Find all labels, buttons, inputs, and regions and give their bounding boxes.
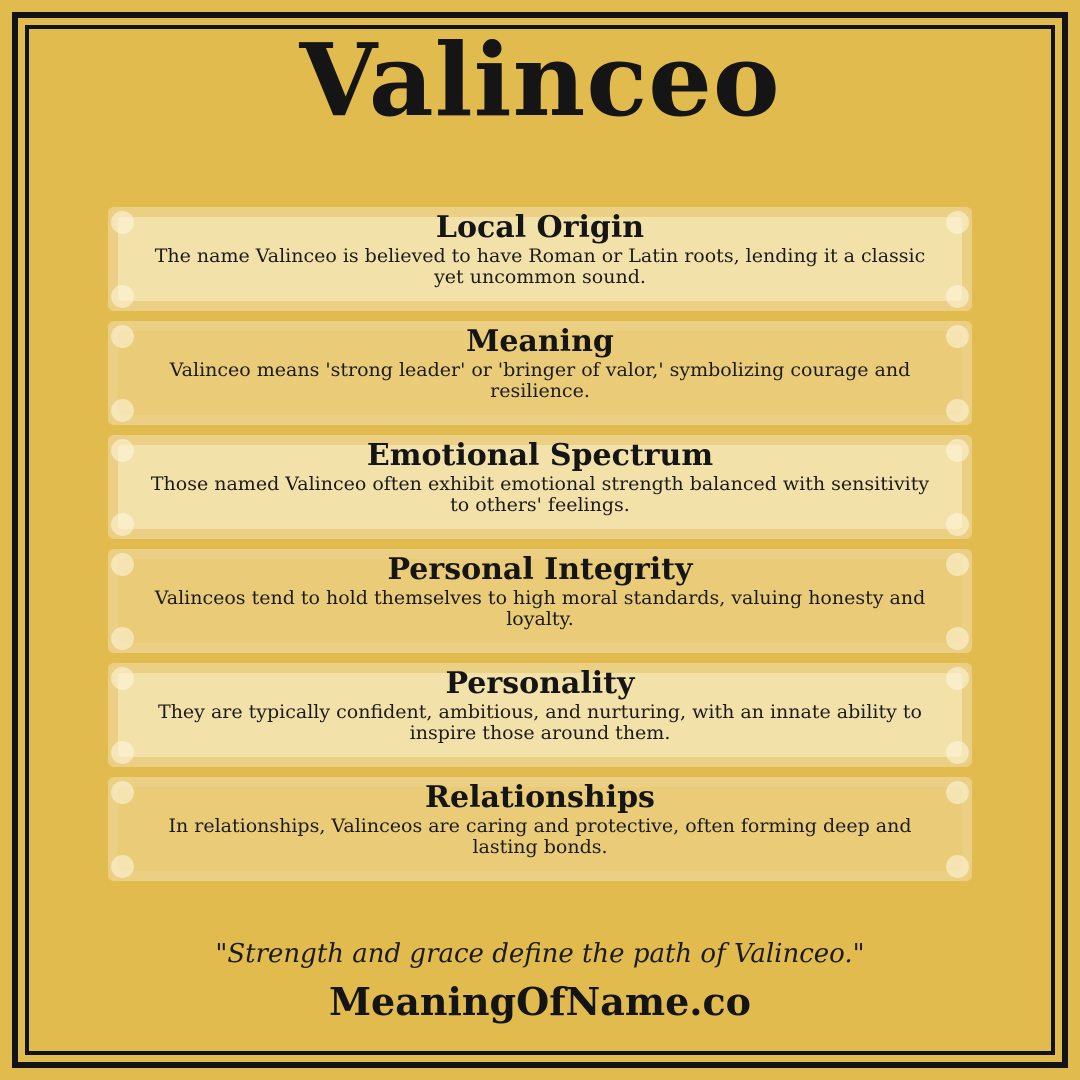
section-body: In relationships, Valinceos are caring and protective, often forming deep and lasting bonds. bbox=[168, 815, 912, 858]
section-card-personality bbox=[108, 663, 972, 767]
section-body: Valinceo means 'strong leader' or 'bringer of valor,' symbolizing courage and resilience. bbox=[169, 359, 911, 402]
section-heading: Local Origin bbox=[435, 210, 645, 245]
card-content bbox=[108, 207, 972, 311]
section-heading: Emotional Spectrum bbox=[366, 438, 714, 473]
quote-text: "Strength and grace define the path of Valinceo." bbox=[215, 939, 865, 969]
card-content bbox=[108, 321, 972, 425]
section-heading: Personality bbox=[445, 666, 635, 701]
section-body: Valinceos tend to hold themselves to high moral standards, valuing honesty and loyalty. bbox=[154, 587, 926, 630]
section-heading: Relationships bbox=[425, 780, 655, 815]
card-content bbox=[108, 777, 972, 881]
section-card-personal-integrity bbox=[108, 549, 972, 653]
card-content bbox=[108, 435, 972, 539]
section-card-relationships bbox=[108, 777, 972, 881]
section-body: They are typically confident, ambitious, and nurturing, with an innate ability to inspire those around them. bbox=[158, 701, 922, 744]
section-heading: Personal Integrity bbox=[387, 552, 693, 587]
section-card-emotional-spectrum bbox=[108, 435, 972, 539]
section-card-meaning bbox=[108, 321, 972, 425]
section-body: Those named Valinceo often exhibit emotional strength balanced with sensitivity to others' feelings. bbox=[150, 473, 930, 516]
sections-list bbox=[108, 207, 972, 881]
page-title: Valinceo bbox=[299, 21, 781, 139]
section-heading: Meaning bbox=[466, 324, 614, 359]
section-body: The name Valinceo is believed to have Roman or Latin roots, lending it a classic yet uncommon sound. bbox=[154, 245, 926, 288]
section-card-local-origin bbox=[108, 207, 972, 311]
card-content bbox=[108, 549, 972, 653]
brand-name: MeaningOfName.co bbox=[328, 979, 752, 1024]
card-content bbox=[108, 663, 972, 767]
